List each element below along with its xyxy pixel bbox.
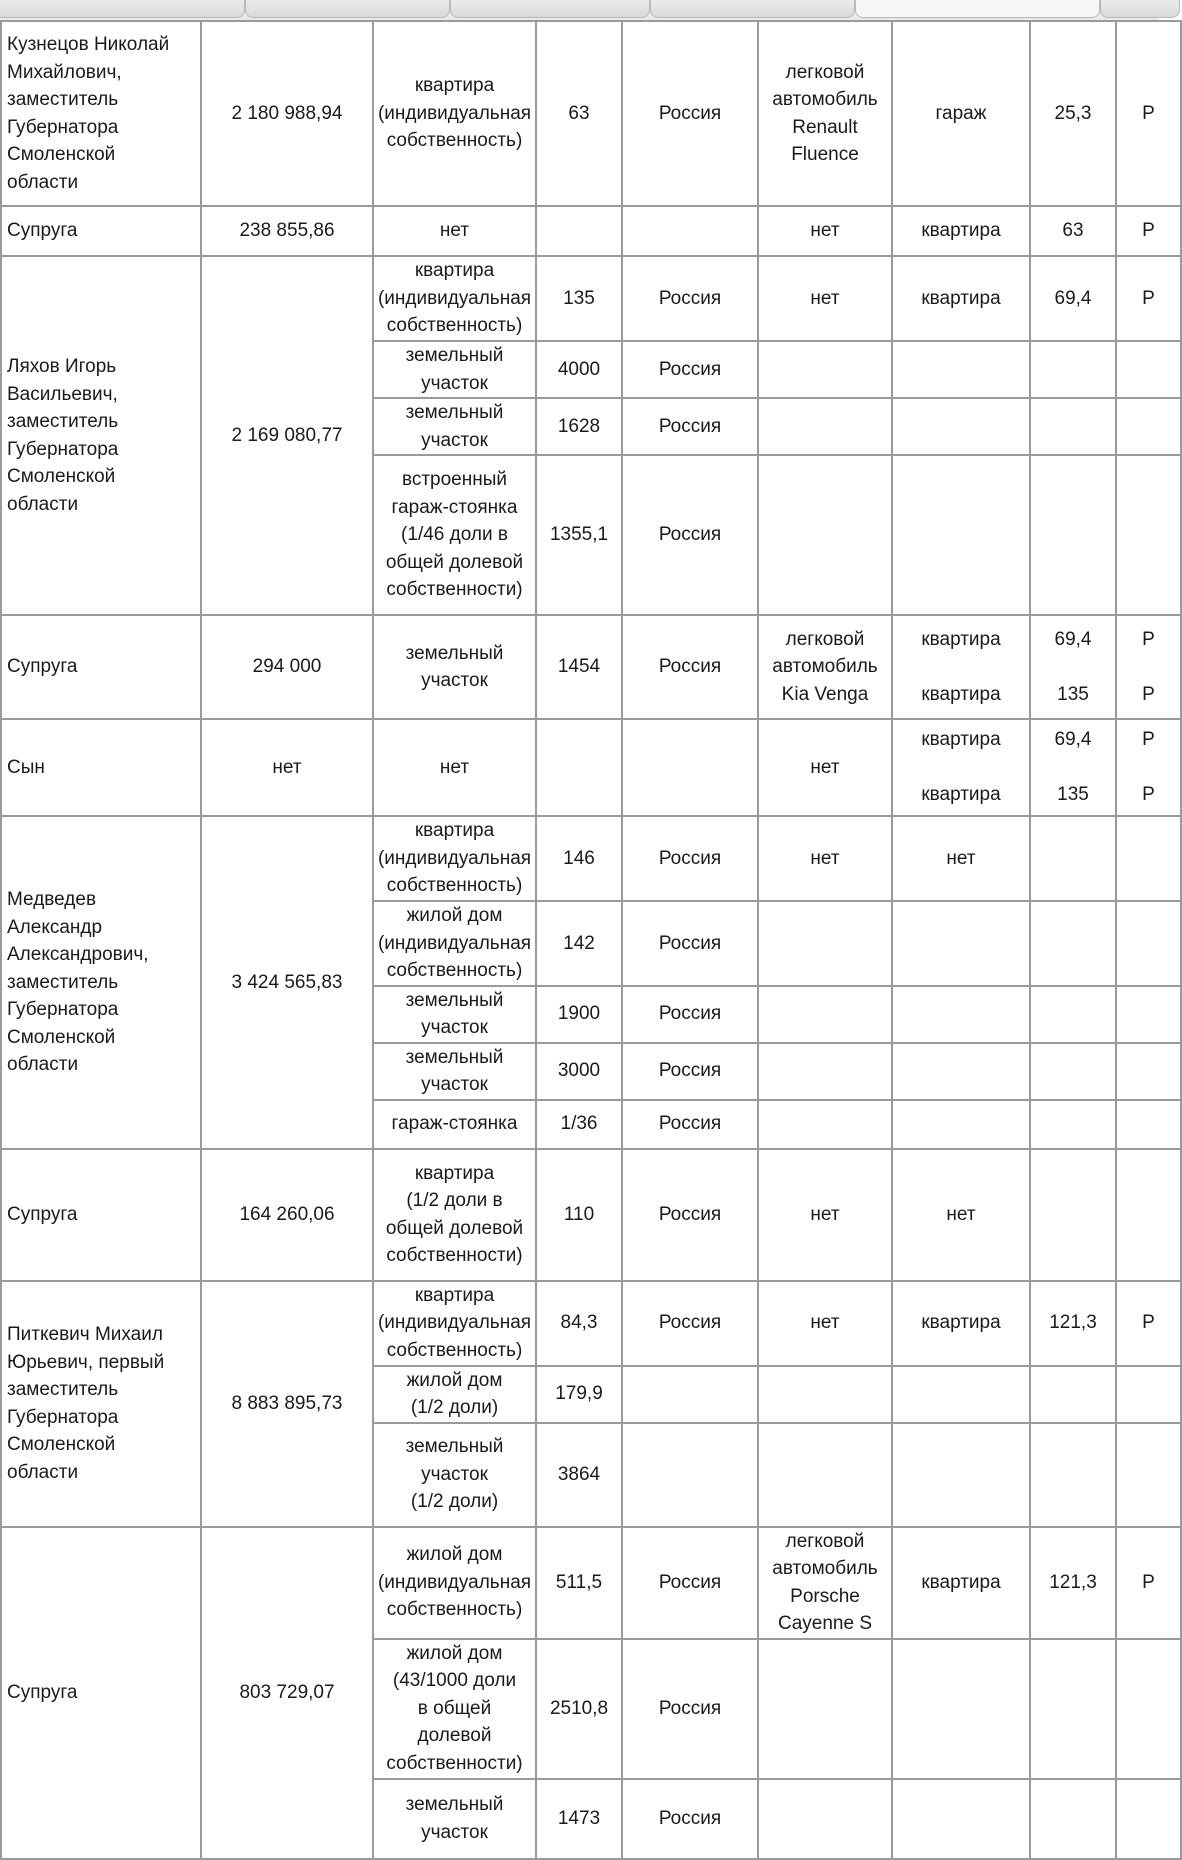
- used-property-type-cell: [892, 398, 1030, 455]
- vehicle-cell: [758, 1423, 892, 1527]
- property-type-cell: земельный участок: [373, 615, 536, 719]
- vehicle-cell: [758, 398, 892, 455]
- used-country-cell: Р: [1116, 206, 1181, 256]
- used-area-cell: 69,4 135: [1030, 719, 1116, 816]
- area-cell: 110: [536, 1149, 622, 1281]
- property-type-cell: земельный участок: [373, 1779, 536, 1859]
- vehicle-cell: [758, 901, 892, 986]
- country-cell: Россия: [622, 1527, 758, 1639]
- used-area-cell: 121,3: [1030, 1281, 1116, 1366]
- vehicle-cell: нет: [758, 719, 892, 816]
- property-type-cell: жилой дом (индивидуальная собственность): [373, 901, 536, 986]
- area-cell: [536, 206, 622, 256]
- area-cell: 4000: [536, 341, 622, 398]
- sheet-tab[interactable]: [650, 0, 855, 18]
- table-row: [1, 719, 1181, 816]
- property-type-cell: нет: [373, 719, 536, 816]
- country-cell: Россия: [622, 398, 758, 455]
- sheet-tab-active[interactable]: [855, 0, 1100, 18]
- sheet-tab[interactable]: [1100, 0, 1180, 18]
- used-country-cell: [1116, 816, 1181, 901]
- used-property-type-cell: квартира: [892, 256, 1030, 341]
- country-cell: Россия: [622, 21, 758, 206]
- area-cell: 84,3: [536, 1281, 622, 1366]
- used-area-cell: [1030, 1100, 1116, 1149]
- income-cell: 8 883 895,73: [201, 1281, 373, 1527]
- table-row: [1, 1149, 1181, 1281]
- property-type-cell: квартира (индивидуальная собственность): [373, 1281, 536, 1366]
- country-cell: Россия: [622, 1779, 758, 1859]
- table-row: [1, 615, 1181, 719]
- area-cell: 1628: [536, 398, 622, 455]
- vehicle-cell: нет: [758, 1149, 892, 1281]
- used-area-cell: [1030, 455, 1116, 615]
- table-row: [1, 1281, 1181, 1366]
- used-property-type-cell: [892, 986, 1030, 1043]
- used-area-cell: [1030, 398, 1116, 455]
- used-country-cell: Р Р: [1116, 615, 1181, 719]
- area-cell: 1454: [536, 615, 622, 719]
- property-type-cell: гараж-стоянка: [373, 1100, 536, 1149]
- vehicle-cell: [758, 341, 892, 398]
- income-declaration-table: [0, 20, 1182, 1860]
- used-property-type-cell: квартира: [892, 206, 1030, 256]
- country-cell: Россия: [622, 901, 758, 986]
- person-name-cell: Супруга: [1, 206, 201, 256]
- used-country-cell: Р: [1116, 1527, 1181, 1639]
- person-name-cell: Сын: [1, 719, 201, 816]
- used-country-cell: [1116, 1423, 1181, 1527]
- area-cell: 2510,8: [536, 1639, 622, 1779]
- person-name-cell: Супруга: [1, 1149, 201, 1281]
- table-row: [1, 206, 1181, 256]
- used-country-cell: Р: [1116, 21, 1181, 206]
- property-type-cell: встроенный гараж-стоянка (1/46 доли в общей долевой собственности): [373, 455, 536, 615]
- income-cell: 2 169 080,77: [201, 256, 373, 615]
- country-cell: [622, 1366, 758, 1423]
- used-country-cell: [1116, 1366, 1181, 1423]
- used-property-type-cell: [892, 1779, 1030, 1859]
- area-cell: 3000: [536, 1043, 622, 1100]
- used-property-type-cell: [892, 901, 1030, 986]
- used-area-cell: [1030, 1366, 1116, 1423]
- property-type-cell: земельный участок: [373, 1043, 536, 1100]
- person-name-cell: Супруга: [1, 615, 201, 719]
- country-cell: Россия: [622, 1100, 758, 1149]
- table-row: [1, 1527, 1181, 1639]
- area-cell: [536, 719, 622, 816]
- used-country-cell: Р: [1116, 256, 1181, 341]
- country-cell: Россия: [622, 1639, 758, 1779]
- vehicle-cell: нет: [758, 206, 892, 256]
- used-area-cell: [1030, 901, 1116, 986]
- country-cell: [622, 1423, 758, 1527]
- country-cell: Россия: [622, 341, 758, 398]
- vehicle-cell: [758, 455, 892, 615]
- person-name-cell: Кузнецов Николай Михайлович, заместитель Губернатора Смоленской области: [1, 21, 201, 206]
- used-property-type-cell: квартира квартира: [892, 719, 1030, 816]
- used-area-cell: 63: [1030, 206, 1116, 256]
- used-area-cell: [1030, 341, 1116, 398]
- vehicle-cell: легковой автомобиль Renault Fluence: [758, 21, 892, 206]
- income-cell: 3 424 565,83: [201, 816, 373, 1149]
- area-cell: 146: [536, 816, 622, 901]
- vehicle-cell: [758, 1639, 892, 1779]
- property-type-cell: земельный участок (1/2 доли): [373, 1423, 536, 1527]
- person-name-cell: Медведев Александр Александрович, заместитель Губернатора Смоленской области: [1, 816, 201, 1149]
- used-property-type-cell: нет: [892, 816, 1030, 901]
- used-country-cell: [1116, 986, 1181, 1043]
- used-area-cell: [1030, 1779, 1116, 1859]
- used-property-type-cell: [892, 1423, 1030, 1527]
- used-country-cell: Р Р: [1116, 719, 1181, 816]
- country-cell: [622, 719, 758, 816]
- used-country-cell: [1116, 1100, 1181, 1149]
- used-area-cell: 121,3: [1030, 1527, 1116, 1639]
- area-cell: 1473: [536, 1779, 622, 1859]
- property-type-cell: квартира (индивидуальная собственность): [373, 21, 536, 206]
- country-cell: Россия: [622, 1043, 758, 1100]
- property-type-cell: земельный участок: [373, 986, 536, 1043]
- used-country-cell: [1116, 341, 1181, 398]
- used-area-cell: 69,4 135: [1030, 615, 1116, 719]
- used-property-type-cell: [892, 1100, 1030, 1149]
- used-country-cell: [1116, 1779, 1181, 1859]
- area-cell: 63: [536, 21, 622, 206]
- property-type-cell: земельный участок: [373, 341, 536, 398]
- table-row: [1, 21, 1181, 206]
- vehicle-cell: [758, 1100, 892, 1149]
- used-area-cell: [1030, 1639, 1116, 1779]
- table-row: [1, 816, 1181, 901]
- used-area-cell: 69,4: [1030, 256, 1116, 341]
- used-property-type-cell: квартира: [892, 1281, 1030, 1366]
- country-cell: Россия: [622, 1281, 758, 1366]
- area-cell: 3864: [536, 1423, 622, 1527]
- area-cell: 511,5: [536, 1527, 622, 1639]
- property-type-cell: жилой дом (43/1000 доли в общей долевой собственности): [373, 1639, 536, 1779]
- sheet-tab[interactable]: [245, 0, 450, 18]
- used-property-type-cell: гараж: [892, 21, 1030, 206]
- person-name-cell: Ляхов Игорь Васильевич, заместитель Губернатора Смоленской области: [1, 256, 201, 615]
- used-property-type-cell: [892, 1043, 1030, 1100]
- used-area-cell: [1030, 1043, 1116, 1100]
- country-cell: Россия: [622, 986, 758, 1043]
- vehicle-cell: [758, 1043, 892, 1100]
- used-property-type-cell: квартира квартира: [892, 615, 1030, 719]
- used-property-type-cell: [892, 1366, 1030, 1423]
- income-cell: 2 180 988,94: [201, 21, 373, 206]
- property-type-cell: жилой дом (1/2 доли): [373, 1366, 536, 1423]
- income-cell: 803 729,07: [201, 1527, 373, 1859]
- country-cell: Россия: [622, 615, 758, 719]
- country-cell: Россия: [622, 455, 758, 615]
- used-area-cell: [1030, 1423, 1116, 1527]
- property-type-cell: нет: [373, 206, 536, 256]
- used-country-cell: [1116, 398, 1181, 455]
- used-property-type-cell: квартира: [892, 1527, 1030, 1639]
- property-type-cell: квартира (индивидуальная собственность): [373, 816, 536, 901]
- used-property-type-cell: [892, 455, 1030, 615]
- income-cell: 294 000: [201, 615, 373, 719]
- used-area-cell: [1030, 816, 1116, 901]
- vehicle-cell: легковой автомобиль Porsche Cayenne S: [758, 1527, 892, 1639]
- vehicle-cell: нет: [758, 1281, 892, 1366]
- area-cell: 1355,1: [536, 455, 622, 615]
- used-country-cell: Р: [1116, 1281, 1181, 1366]
- table-row: [1, 256, 1181, 341]
- vehicle-cell: легковой автомобиль Kia Venga: [758, 615, 892, 719]
- vehicle-cell: [758, 1366, 892, 1423]
- property-type-cell: квартира (индивидуальная собственность): [373, 256, 536, 341]
- used-country-cell: [1116, 1149, 1181, 1281]
- vehicle-cell: [758, 986, 892, 1043]
- used-country-cell: [1116, 455, 1181, 615]
- area-cell: 179,9: [536, 1366, 622, 1423]
- used-property-type-cell: нет: [892, 1149, 1030, 1281]
- vehicle-cell: [758, 1779, 892, 1859]
- country-cell: Россия: [622, 256, 758, 341]
- property-type-cell: жилой дом (индивидуальная собственность): [373, 1527, 536, 1639]
- area-cell: 135: [536, 256, 622, 341]
- sheet-tab[interactable]: [0, 0, 245, 18]
- property-type-cell: квартира (1/2 доли в общей долевой собственности): [373, 1149, 536, 1281]
- used-country-cell: [1116, 901, 1181, 986]
- area-cell: 142: [536, 901, 622, 986]
- income-cell: 164 260,06: [201, 1149, 373, 1281]
- used-property-type-cell: [892, 341, 1030, 398]
- country-cell: [622, 206, 758, 256]
- declaration-sheet: [0, 20, 1159, 1843]
- used-country-cell: [1116, 1639, 1181, 1779]
- tab-strip: [0, 0, 1159, 20]
- person-name-cell: Питкевич Михаил Юрьевич, первый заместитель Губернатора Смоленской области: [1, 1281, 201, 1527]
- vehicle-cell: нет: [758, 256, 892, 341]
- sheet-tab[interactable]: [450, 0, 650, 18]
- income-cell: 238 855,86: [201, 206, 373, 256]
- area-cell: 1900: [536, 986, 622, 1043]
- vehicle-cell: нет: [758, 816, 892, 901]
- country-cell: Россия: [622, 816, 758, 901]
- used-area-cell: 25,3: [1030, 21, 1116, 206]
- income-cell: нет: [201, 719, 373, 816]
- person-name-cell: Супруга: [1, 1527, 201, 1859]
- used-property-type-cell: [892, 1639, 1030, 1779]
- used-country-cell: [1116, 1043, 1181, 1100]
- country-cell: Россия: [622, 1149, 758, 1281]
- property-type-cell: земельный участок: [373, 398, 536, 455]
- area-cell: 1/36: [536, 1100, 622, 1149]
- used-area-cell: [1030, 986, 1116, 1043]
- used-area-cell: [1030, 1149, 1116, 1281]
